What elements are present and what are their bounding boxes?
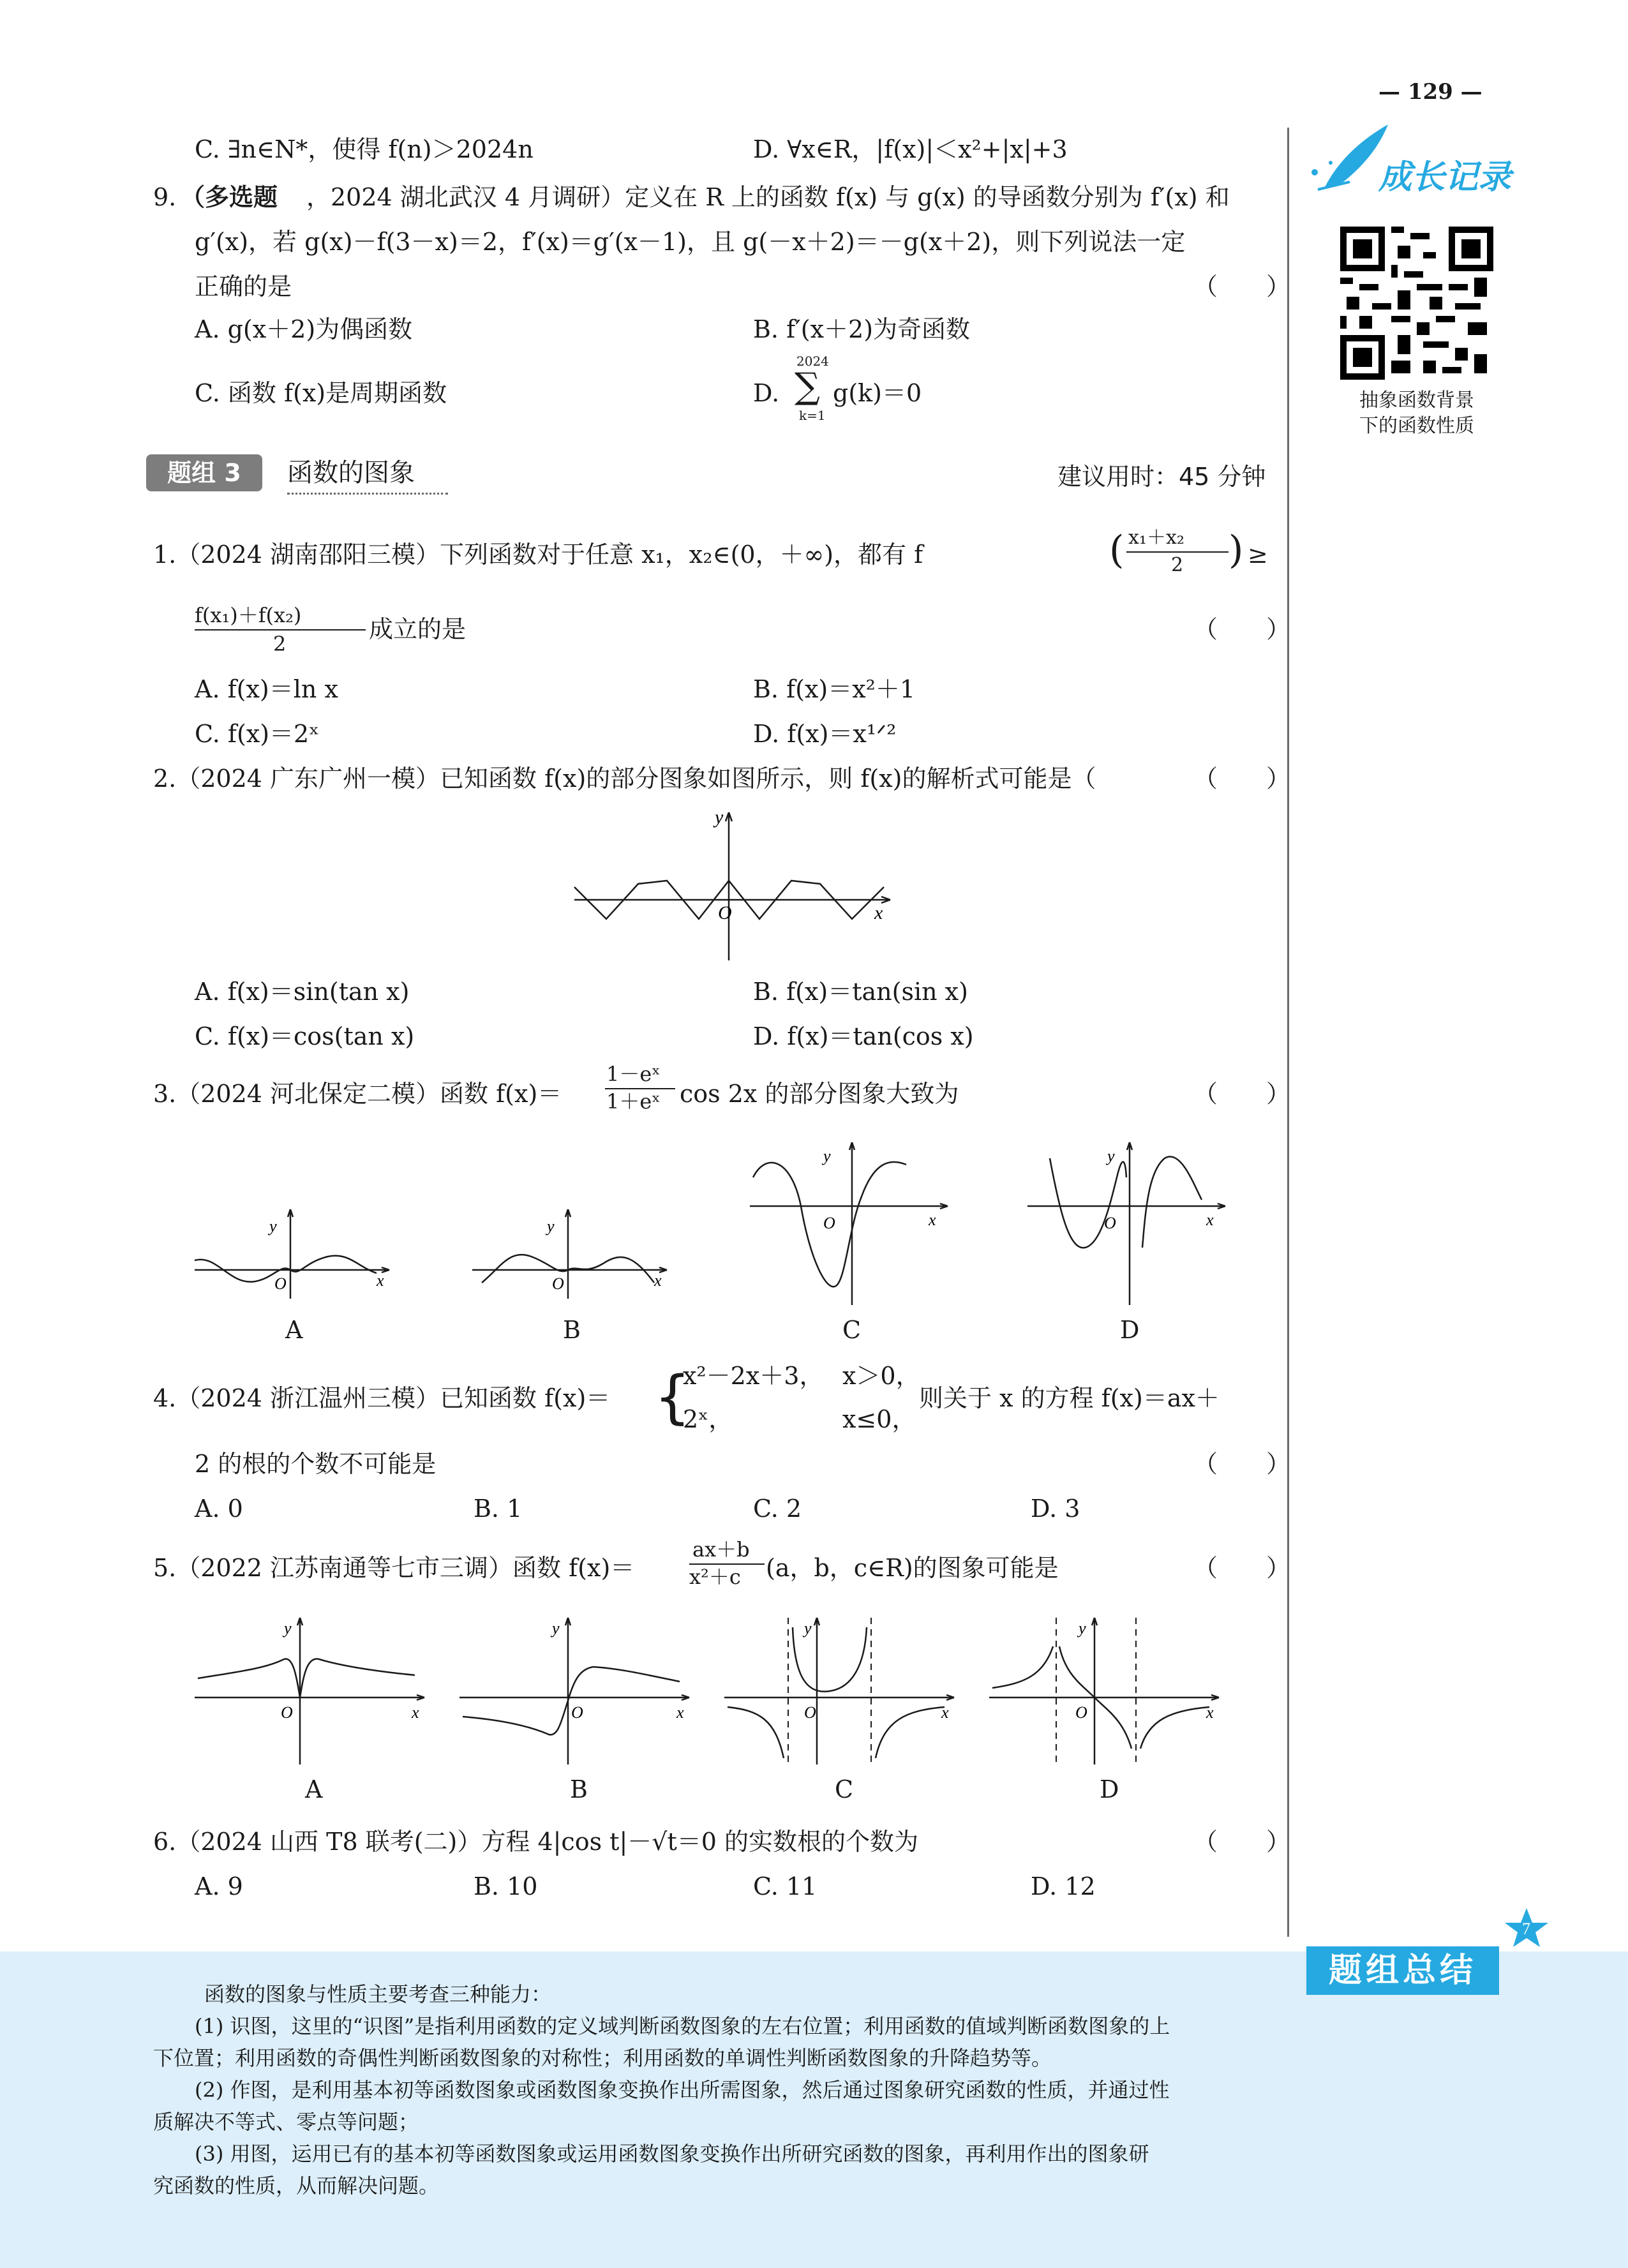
svg-text:y: y [284,1619,292,1638]
qr-caption-line2: 下的函数性质 [1359,415,1474,437]
summary-p3a: (3) 用图，运用已有的基本初等函数图象或运用函数图象变换作出所研究函数的图象，再利用作出的图象研 [195,2142,1149,2166]
summary-title: 题组总结 [1306,1946,1499,1995]
q5-frac-top: ax＋b [692,1537,750,1562]
q6-option-d: D. 12 [1031,1872,1096,1900]
q9-stem-line2: g′(x)，若 g(x)－f(3－x)＝2，f′(x)＝g′(x－1)，且 g(－x＋2)＝－g(x＋2)，则下列说法一定 [195,228,1186,256]
svg-text:O: O [274,1274,287,1293]
q5-label-d: D [1100,1775,1119,1803]
q9-answer-blank[interactable]: （ ） [1193,272,1291,301]
q3-graph-a [191,1206,402,1302]
q1-frac2-bar [195,629,366,630]
q9-option-d-prefix: D. [753,379,780,407]
svg-text:y: y [552,1619,560,1638]
q6-answer-blank[interactable]: （ ） [1193,1828,1291,1856]
svg-text:y: y [1079,1619,1086,1638]
svg-text:O: O [804,1703,816,1722]
group-badge: 题组 3 [146,454,262,491]
q5-label-b: B [570,1775,588,1803]
brand-logo [1305,112,1535,201]
q9-option-a: A. g(x＋2)为偶函数 [195,315,413,343]
svg-text:7: 7 [1522,1920,1530,1938]
q3-stem-suffix: cos 2x 的部分图象大致为 [680,1080,959,1108]
q5-graph-b [456,1608,699,1768]
margin-divider [1287,128,1289,1937]
svg-text:y: y [823,1147,831,1165]
q4-option-b: B. 1 [474,1495,523,1523]
q1-frac-bar [1126,551,1228,553]
prev-option-c: C. ∃n∈N*，使得 f(n)＞2024n [195,135,534,163]
q1-stem-line2: 成立的是 [369,615,467,643]
q1-answer-blank[interactable]: （ ） [1193,615,1291,643]
q4-cond1: x＞0， [842,1362,920,1390]
summary-p2a: (2) 作图，是利用基本初等函数图象或函数图象变换作出所需图象，然后通过图象研究函数的性质，并通过性 [195,2078,1170,2102]
svg-text:O: O [281,1703,293,1722]
q4-stem-suffix: 则关于 x 的方程 f(x)＝ax＋ [919,1384,1220,1412]
q9-number: 9. [153,183,177,211]
q9-sum-top: 2024 [796,354,829,369]
prev-option-d: D. ∀x∈R，|f(x)|＜x²+|x|+3 [753,135,1068,163]
svg-text:O: O [552,1274,564,1293]
q1-option-c: C. f(x)＝2ˣ [195,720,320,748]
q1-stem-line1: 1.（2024 湖南邵阳三模）下列函数对于任意 x₁，x₂∈(0，＋∞)，都有 f [153,541,923,569]
q1-frac2-top: f(x₁)＋f(x₂) [195,603,302,627]
q4-stem-prefix: 4.（2024 浙江温州三模）已知函数 f(x)＝ [153,1384,611,1412]
q6-option-a: A. 9 [195,1872,243,1900]
q3-stem-prefix: 3.（2024 河北保定二模）函数 f(x)＝ [153,1080,562,1108]
q4-option-d: D. 3 [1031,1495,1080,1523]
q9-sum-bottom: k=1 [799,408,826,423]
q2-option-d: D. f(x)＝tan(cos x) [753,1022,974,1050]
svg-text:x: x [676,1703,684,1722]
q5-graph-c [721,1608,964,1768]
q3-label-a: A [285,1316,303,1344]
q5-label-a: A [305,1775,323,1803]
q1-frac-bot: 2 [1171,554,1184,576]
group-title-underline [287,493,448,495]
svg-text:y: y [269,1217,277,1235]
q3-graph-c [747,1133,957,1308]
q2-answer-blank[interactable]: （ ） [1193,765,1291,793]
svg-text:x: x [1206,1211,1214,1229]
q3-frac-top: 1－eˣ [606,1062,661,1086]
q4-option-a: A. 0 [195,1495,243,1523]
svg-text:y: y [804,1619,812,1638]
q6-stem: 6.（2024 山西 T8 联考(二)）方程 4|cos t|－√t＝0 的实数根的个数为 [153,1828,918,1856]
q4-cond2: x≤0， [842,1405,916,1433]
svg-text:y: y [1107,1147,1115,1165]
qr-code[interactable] [1340,227,1493,380]
svg-text:x: x [654,1271,662,1290]
q5-graph-d [986,1608,1228,1768]
q5-stem-suffix: (a，b，c∈R)的图象可能是 [766,1554,1059,1582]
svg-text:x: x [941,1703,949,1722]
svg-text:O: O [1104,1214,1116,1232]
svg-text:x: x [929,1211,936,1229]
q2-y-label: y [715,807,724,828]
q1-frac-top: x₁＋x₂ [1128,526,1184,549]
svg-text:O: O [823,1214,835,1232]
q1-right-paren: ) [1228,528,1244,572]
q1-option-b: B. f(x)＝x²＋1 [753,675,916,703]
q9-option-c: C. 函数 f(x)是周期函数 [195,379,447,407]
q5-answer-blank[interactable]: （ ） [1193,1554,1291,1582]
page-number: — 129 — [1378,79,1482,105]
q1-ge: ≥ [1248,541,1268,569]
left-brace-icon: { [654,1364,691,1431]
q2-option-c: C. f(x)＝cos(tan x) [195,1022,415,1050]
q5-graph-a [191,1608,434,1768]
q3-label-c: C [842,1316,862,1344]
q2-option-a: A. f(x)＝sin(tan x) [195,978,410,1006]
q2-x-label: x [874,902,883,923]
svg-text:y: y [547,1217,555,1235]
q5-frac-bot: x²＋c [689,1565,741,1589]
q1-option-a: A. f(x)＝ln x [195,675,338,703]
q9-option-b: B. f′(x＋2)为奇函数 [753,315,971,343]
summary-p1b: 下位置；利用函数的奇偶性判断函数图象的对称性；利用函数的单调性判断函数图象的升降趋势等。 [153,2046,1052,2070]
q3-label-d: D [1120,1316,1140,1344]
summary-intro: 函数的图象与性质主要考查三种能力： [204,1982,552,2006]
summary-p2b: 质解决不等式、零点等问题； [153,2110,419,2134]
q3-graph-b [469,1206,680,1302]
q4-case1: x²－2x＋3， [683,1362,824,1390]
q2-stem: 2.（2024 广东广州一模）已知函数 f(x)的部分图象如图所示，则 f(x)的解析式可能是（ [153,765,1096,793]
brand-title: 成长记录 [1378,158,1512,197]
svg-text:O: O [1075,1703,1087,1722]
q2-origin: O [718,902,732,923]
q9-stem-line1: ，2024 湖北武汉 4 月调研）定义在 R 上的函数 f(x) 与 g(x) 的导函数分别为 f′(x) 和 [306,183,1230,211]
q9-option-d-body: g(k)＝0 [833,379,922,407]
q6-option-c: C. 11 [753,1872,818,1900]
sigma-icon: ∑ [795,366,820,407]
q1-frac2-bot: 2 [273,632,287,656]
q2-graph [568,801,900,964]
q9-tag: （多选题 [181,183,278,211]
group-title: 函数的图象 [287,458,415,488]
q5-stem-prefix: 5.（2022 江苏南通等七市三调）函数 f(x)＝ [153,1554,635,1582]
q4-answer-blank[interactable]: （ ） [1193,1450,1291,1478]
q3-graph-d [1024,1133,1235,1308]
q3-label-b: B [563,1316,581,1344]
qr-caption-line1: 抽象函数背景 [1359,389,1474,412]
q4-option-c: C. 2 [753,1495,802,1523]
q3-answer-blank[interactable]: （ ） [1193,1080,1291,1108]
q4-case2: 2ˣ， [683,1405,733,1433]
q5-label-c: C [835,1775,854,1803]
star-icon [1501,1905,1552,1950]
q1-option-d: D. f(x)＝x¹ᐟ² [753,720,897,748]
q1-left-paren: ( [1109,528,1124,572]
q3-frac-bot: 1＋eˣ [606,1089,661,1114]
suggested-time: 建议用时：45 分钟 [1057,463,1266,491]
q9-stem-line3: 正确的是 [195,272,292,301]
q6-option-b: B. 10 [474,1872,538,1900]
svg-text:x: x [412,1703,419,1722]
summary-p1a: (1) 识图，这里的“识图”是指利用函数的定义域判断函数图象的左右位置；利用函数的值域判断函数图象的上 [195,2014,1170,2038]
q2-option-b: B. f(x)＝tan(sin x) [753,978,968,1006]
svg-text:x: x [377,1271,384,1290]
summary-p3b: 究函数的性质，从而解决问题。 [153,2174,440,2198]
q4-stem-line2: 2 的根的个数不可能是 [195,1450,437,1478]
svg-text:x: x [1206,1703,1214,1722]
svg-text:O: O [571,1703,583,1722]
